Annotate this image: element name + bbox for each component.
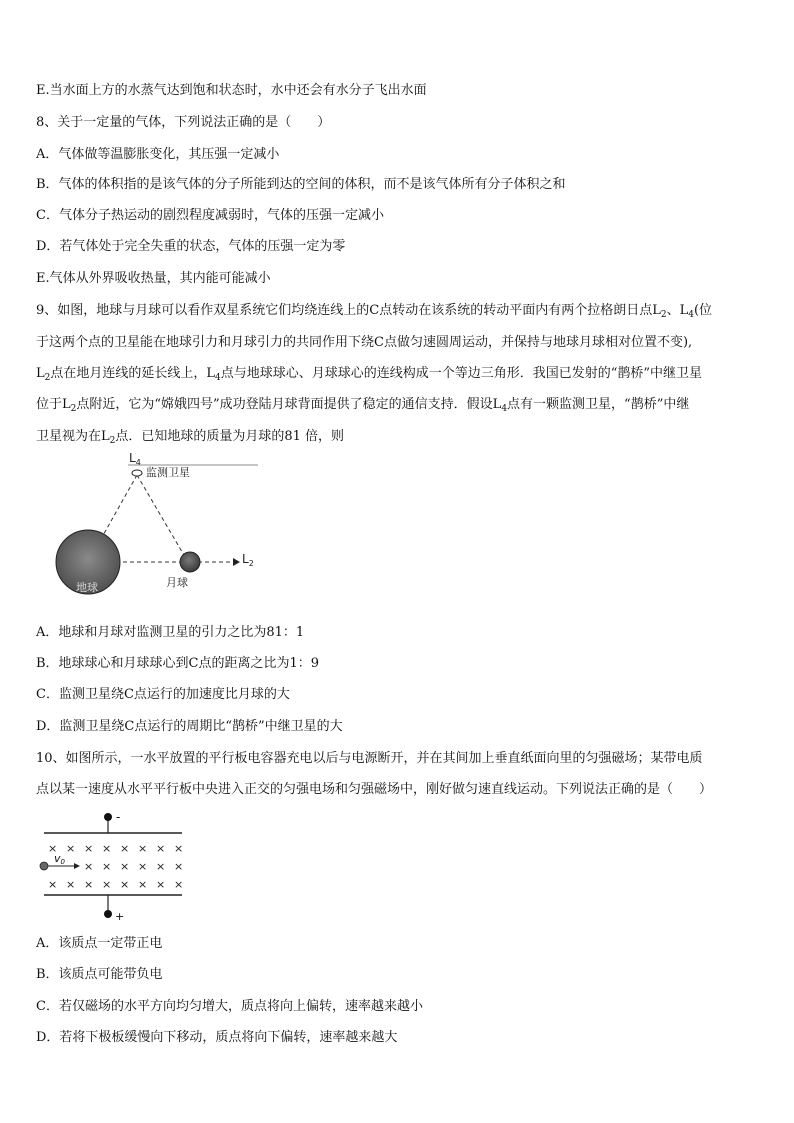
- field-cross-mark: ×: [66, 878, 76, 891]
- velocity-arrowhead-icon: [74, 863, 80, 869]
- q8-option-d: D．若气体处于完全失重的状态，气体的压强一定为零: [36, 239, 346, 254]
- field-cross-mark: ×: [156, 878, 166, 891]
- q9-stem-line-3: $L_2$点在地月连线的延长线上，$L_4$点与地球球心、月球球心的连线构成一个等边三角形．我国已发射的“鹊桥”中继卫星: [36, 366, 703, 383]
- field-cross-mark: ×: [174, 842, 184, 855]
- field-cross-mark: ×: [102, 878, 112, 891]
- q10-option-b: B．该质点可能带负电: [36, 967, 163, 982]
- q9-option-c: C．监测卫星绕C点运行的加速度比月球的大: [36, 687, 290, 702]
- earth-label: 地球: [76, 581, 98, 594]
- bottom-sign: +: [115, 910, 125, 923]
- velocity-label: v0: [54, 852, 65, 866]
- q8-stem: 8、关于一定量的气体，下列说法正确的是（ ）: [36, 115, 331, 130]
- earth-moon-diagram: [40, 450, 280, 610]
- field-cross-mark: ×: [102, 842, 112, 855]
- moon-label: 月球: [166, 576, 188, 589]
- field-cross-mark: ×: [84, 842, 94, 855]
- q9-option-d: D．监测卫星绕C点运行的周期比“鹊桥”中继卫星的大: [36, 719, 343, 734]
- q8-option-a: A．气体做等温膨胀变化，其压强一定减小: [36, 147, 280, 162]
- q8-option-b: B．气体的体积指的是该气体的分子所能到达的空间的体积，而不是该气体所有分子体积之和: [36, 177, 566, 192]
- q10-option-a: A．该质点一定带正电: [36, 936, 163, 951]
- field-cross-mark: ×: [48, 878, 58, 891]
- field-cross-mark: ×: [138, 878, 148, 891]
- field-cross-mark: ×: [102, 860, 112, 873]
- field-cross-mark: ×: [174, 860, 184, 873]
- field-cross-mark: ×: [120, 860, 130, 873]
- q9-stem-line-1: 9、如图，地球与月球可以看作双星系统它们均绕连线上的C点转动在该系统的转动平面内有两个拉格朗日点$L_2$、$L_4$(位: [36, 303, 713, 320]
- field-cross-mark: ×: [84, 860, 94, 873]
- q9-stem-line-2: 于这两个点的卫星能在地球引力和月球引力的共同作用下绕C点做匀速圆周运动，并保持与地球月球相对位置不变),: [36, 335, 693, 350]
- satellite-label: 监测卫星: [146, 466, 190, 479]
- field-cross-mark: ×: [120, 842, 130, 855]
- top-sign: -: [116, 810, 121, 824]
- field-cross-mark: ×: [156, 860, 166, 873]
- top-terminal-icon: [104, 813, 112, 821]
- field-cross-mark: ×: [156, 842, 166, 855]
- field-cross-mark: ×: [120, 878, 130, 891]
- field-cross-mark: ×: [48, 842, 58, 855]
- satellite-icon: [132, 470, 142, 476]
- q10-stem-line-1: 10、如图所示，一水平放置的平行板电容器充电以后与电源断开，并在其间加上垂直纸面向里的匀强磁场；某带电质: [36, 751, 703, 766]
- capacitor-diagram: [36, 808, 196, 926]
- q7-option-e: E.当水面上方的水蒸气达到饱和状态时，水中还会有水分子飞出水面: [36, 83, 427, 98]
- field-cross-mark: ×: [84, 878, 94, 891]
- q8-option-e: E.气体从外界吸收热量，其内能可能减小: [36, 271, 271, 286]
- q9-stem-line-4: 位于$L_2$点附近，它为“嫦娥四号”成功登陆月球背面提供了稳定的通信支持．假设$L_4$点有一颗监测卫星，“鹊桥”中继: [36, 397, 690, 414]
- l2-label: $L_2$: [242, 552, 254, 568]
- q9-option-b: B．地球球心和月球球心到C点的距离之比为1：9: [36, 656, 320, 671]
- q9-option-a: A．地球和月球对监测卫星的引力之比为81：1: [36, 625, 305, 640]
- field-cross-mark: ×: [174, 878, 184, 891]
- field-cross-mark: ×: [138, 860, 148, 873]
- q10-option-c: C．若仅磁场的水平方向均匀增大，质点将向上偏转，速率越来越小: [36, 999, 423, 1014]
- q10-option-d: D．若将下极板缓慢向下移动，质点将向下偏转，速率越来越大: [36, 1030, 398, 1045]
- bottom-terminal-icon: [104, 910, 112, 918]
- particle-icon: [40, 862, 48, 870]
- l4-label: $L_4$: [129, 451, 141, 467]
- q10-stem-line-2: 点以某一速度从水平平行板中央进入正交的匀强电场和匀强磁场中，刚好做匀速直线运动。下列说法正确的是（ ）: [36, 782, 713, 797]
- l4-moon-dashed-line: [137, 475, 188, 562]
- field-cross-mark: ×: [138, 842, 148, 855]
- field-cross-mark: ×: [66, 842, 76, 855]
- q8-option-c: C．气体分子热运动的剧烈程度减弱时，气体的压强一定减小: [36, 208, 384, 223]
- l2-arrow-icon: [233, 558, 240, 566]
- q9-stem-line-5: 卫星视为在$L_2$点．已知地球的质量为月球的81 倍，则: [36, 429, 345, 446]
- moon-icon: [180, 552, 200, 572]
